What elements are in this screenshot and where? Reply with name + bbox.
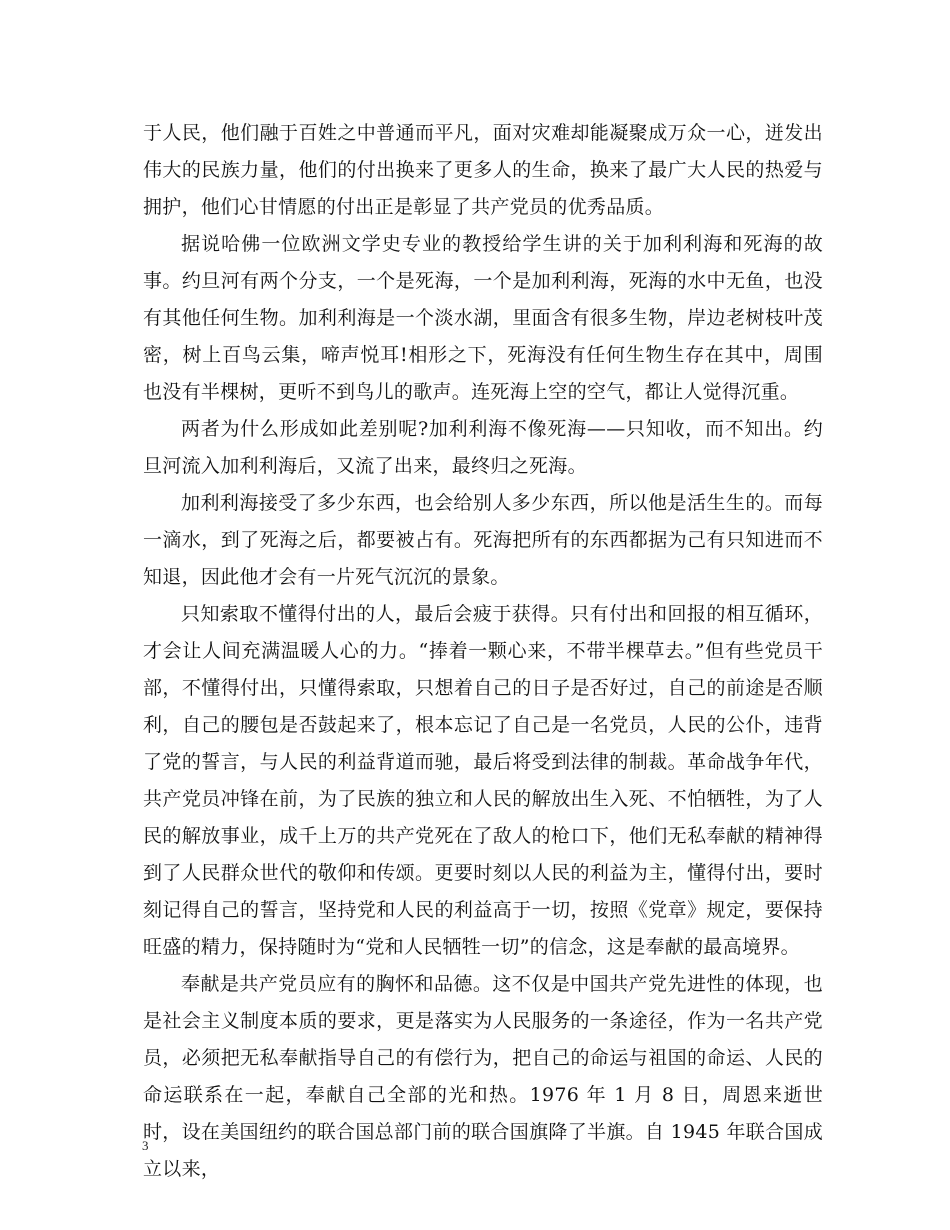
paragraph-1: 于人民，他们融于百姓之中普通而平凡，面对灾难却能凝聚成万众一心，迸发出伟大的民族力量，他们的付出换来了更多人的生命，换来了最广大人民的热爱与拥护，他们心甘情愿的付出正是彰显了共产党员的优秀品质。 — [143, 122, 823, 218]
paragraph-6: 奉献是共产党员应有的胸怀和品德。这不仅是中国共产党先进性的体现，也是社会主义制度本质的要求，更是落实为人民服务的一条途径，作为一名共产党员，必须把无私奉献指导自己的有偿行为，把自己的命运与祖国的命运、人民的命运联系在一起，奉献自己全部的光和热。1976 年 1 月 8 日，周恩来逝世时，设在美国纽约的联合国总部门前的联合国旗降了半旗。自 1945 年联合国成立以来， — [143, 973, 823, 1180]
paragraph-5: 只知索取不懂得付出的人，最后会疲于获得。只有付出和回报的相互循环，才会让人间充满温暖人心的力。“捧着一颗心来，不带半棵草去。”但有些党员干部，不懂得付出，只懂得索取，只想着自己的日子是否好过，自己的前途是否顺利，自己的腰包是否鼓起来了，根本忘记了自己是一名党员，人民的公仆，违背了党的誓言，与人民的利益背道而驰，最后将受到法律的制裁。革命战争年代，共产党员冲锋在前，为了民族的独立和人民的解放出生入死、不怕牺牲，为了人民的解放事业，成千上万的共产党死在了敌人的枪口下，他们无私奉献的精神得到了人民群众世代的敬仰和传颂。更要时刻以人民的利益为主，懂得付出，要时刻记得自己的誓言，坚持党和人民的利益高于一切，按照《党章》规定，要保持旺盛的精力，保持随时为“党和人民牺牲一切”的信念，这是奉献的最高境界。 — [143, 603, 823, 958]
paragraph-2: 据说哈佛一位欧洲文学史专业的教授给学生讲的关于加利利海和死海的故事。约旦河有两个分支，一个是死海，一个是加利利海，死海的水中无鱼，也没有其他任何生物。加利利海是一个淡水湖，里面含有很多生物，岸边老树枝叶茂密，树上百鸟云集，啼声悦耳!相形之下，死海没有任何生物生存在其中，周围也没有半棵树，更听不到鸟儿的歌声。连死海上空的空气，都让人觉得沉重。 — [143, 233, 823, 403]
paragraph-4: 加利利海接受了多少东西，也会给别人多少东西，所以他是活生生的。而每一滴水，到了死海之后，都要被占有。死海把所有的东西都据为己有只知进而不知退，因此他才会有一片死气沉沉的景象。 — [143, 492, 823, 588]
paragraph-3: 两者为什么形成如此差别呢?加利利海不像死海——只知收，而不知出。约旦河流入加利利海后，又流了出来，最终归之死海。 — [143, 418, 823, 477]
page-number: 3 — [142, 1138, 149, 1153]
body-text — [143, 115, 823, 1188]
